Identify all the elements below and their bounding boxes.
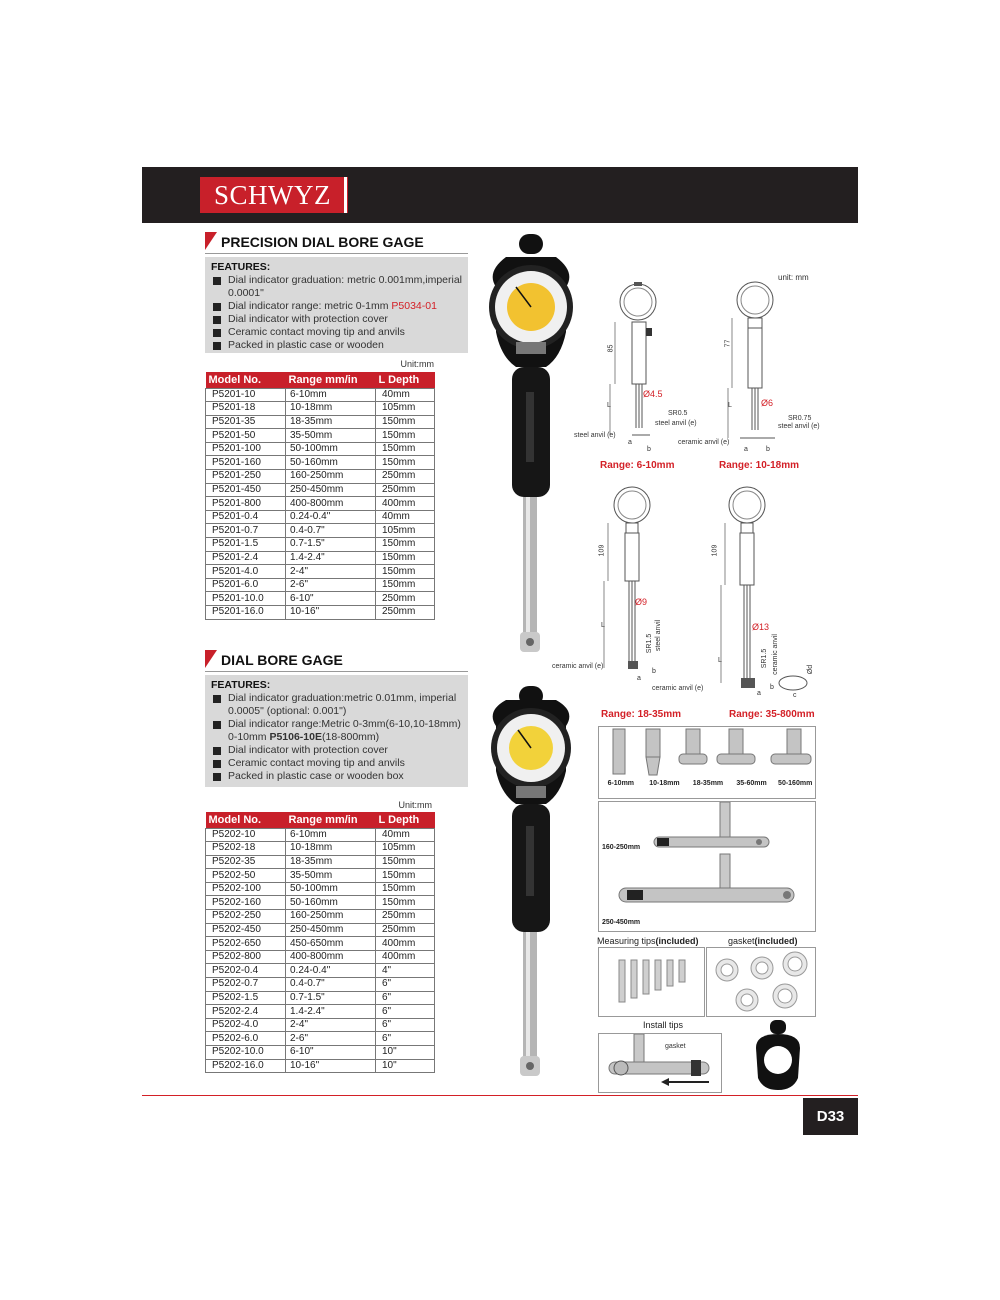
table-row <box>206 910 435 924</box>
table-row <box>206 538 435 552</box>
head-caption: 35-60mm <box>736 780 767 787</box>
table-row <box>206 524 435 538</box>
table-cell: 6" <box>376 991 435 1005</box>
table-cell: 150mm <box>376 855 435 869</box>
label-ceramic-anvil: ceramic anvil (e) <box>678 439 730 446</box>
install-tips-label: Install tips <box>643 1020 684 1030</box>
table-cell: 6-10mm <box>286 828 376 842</box>
table-cell: 150mm <box>376 442 435 456</box>
unit-label: Unit:mm <box>398 800 432 810</box>
table-cell: P5202-50 <box>206 869 286 883</box>
table-cell: 2-6" <box>286 578 376 592</box>
table-cell: 150mm <box>376 896 435 910</box>
head-caption: 6-10mm <box>607 780 635 787</box>
feature-item: Dial indicator graduation: metric 0.001mm,imperial 0.0001" <box>211 274 462 300</box>
table-cell: 50-160mm <box>286 896 376 910</box>
table-cell: P5202-10.0 <box>206 1046 286 1060</box>
table-cell: P5202-2.4 <box>206 1005 286 1019</box>
unit-label: Unit:mm <box>400 359 434 369</box>
column-header: L Depth <box>376 812 435 828</box>
label-steel-anvil-2: steel anvil (e) <box>574 432 616 439</box>
table-cell: 10-16" <box>286 606 376 620</box>
table-cell: 150mm <box>376 882 435 896</box>
long-heads-panel <box>598 801 816 932</box>
table-cell: P5202-100 <box>206 882 286 896</box>
table-cell: 250mm <box>376 910 435 924</box>
table-cell: 40mm <box>376 828 435 842</box>
table-row <box>206 442 435 456</box>
dim-height: 109 <box>598 544 606 557</box>
table-cell: 160-250mm <box>286 910 376 924</box>
gasket-label: gasket(included) <box>728 936 798 946</box>
table-row <box>206 855 435 869</box>
table-cell: 250-450mm <box>286 483 376 497</box>
table-cell: 35-50mm <box>286 869 376 883</box>
table-cell: 18-35mm <box>286 415 376 429</box>
table-row <box>206 510 435 524</box>
feature-item: Dial indicator range: metric 0-1mm P5034-01 <box>211 300 462 313</box>
dim-sr: SR1.5 <box>646 633 654 654</box>
table-cell: 450-650mm <box>286 937 376 951</box>
table-cell: 400mm <box>376 937 435 951</box>
features-heading: FEATURES: <box>211 261 271 273</box>
table-cell: P5202-450 <box>206 923 286 937</box>
table-cell: 40mm <box>376 510 435 524</box>
table-cell: 0.7-1.5" <box>286 538 376 552</box>
table-row <box>206 551 435 565</box>
table-cell: P5201-160 <box>206 456 286 470</box>
dim-diameter: Ø4.5 <box>643 389 663 399</box>
table-cell: P5201-18 <box>206 402 286 416</box>
table-cell: 10-16" <box>286 1059 376 1073</box>
table-cell: 50-100mm <box>286 442 376 456</box>
label-ceramic-anvil: ceramic anvil (e) <box>652 685 704 692</box>
dim-c: c <box>793 692 797 699</box>
table-cell: P5201-250 <box>206 470 286 484</box>
bore-gage-photo-2 <box>476 686 586 1086</box>
table-cell: 35-50mm <box>286 429 376 443</box>
feature-item: Packed in plastic case or wooden box <box>211 770 462 783</box>
dim-diameter: Ø9 <box>635 597 648 607</box>
feature-item: Dial indicator with protection cover <box>211 744 462 757</box>
table-row <box>206 497 435 511</box>
table-row <box>206 896 435 910</box>
table-row <box>206 606 435 620</box>
table-cell: 150mm <box>376 429 435 443</box>
table-cell: P5201-450 <box>206 483 286 497</box>
diagram-18-35mm <box>590 483 690 693</box>
tips-label: Measuring tips(included) <box>597 936 699 946</box>
dim-b: b <box>652 668 656 675</box>
dim-a: a <box>744 446 748 453</box>
table-cell: 150mm <box>376 578 435 592</box>
table-cell: P5202-0.7 <box>206 978 286 992</box>
table-cell: P5201-16.0 <box>206 606 286 620</box>
feature-item: Ceramic contact moving tip and anvils <box>211 757 462 770</box>
spec-table-1 <box>205 372 435 620</box>
table-cell: 2-4" <box>286 1018 376 1032</box>
table-row <box>206 565 435 579</box>
table-cell: 400mm <box>376 497 435 511</box>
section2-title: DIAL BORE GAGE <box>205 650 468 672</box>
table-cell: 6" <box>376 1005 435 1019</box>
range-label: Range: 18-35mm <box>601 709 682 720</box>
table-cell: 105mm <box>376 524 435 538</box>
range-label: Range: 35-800mm <box>729 709 815 720</box>
label-steel-anvil: steel anvil (e) <box>778 423 820 430</box>
table-row <box>206 1018 435 1032</box>
table-cell: P5202-10 <box>206 828 286 842</box>
table-row <box>206 869 435 883</box>
table-cell: P5202-1.5 <box>206 991 286 1005</box>
diagram-unit: unit: mm <box>778 273 809 282</box>
table-row <box>206 470 435 484</box>
table-cell: P5201-10 <box>206 388 286 402</box>
head-caption: 50-160mm <box>778 780 813 787</box>
table-cell: 0.7-1.5" <box>286 991 376 1005</box>
column-header: Model No. <box>206 812 286 828</box>
feature-item: Ceramic contact moving tip and anvils <box>211 326 462 339</box>
range-label: Range: 10-18mm <box>719 460 800 471</box>
dim-diameter: Ø6 <box>761 398 774 408</box>
table-cell: P5201-35 <box>206 415 286 429</box>
section2 <box>205 650 468 787</box>
table-cell: P5201-4.0 <box>206 565 286 579</box>
table-cell: P5201-50 <box>206 429 286 443</box>
table-cell: P5202-16.0 <box>206 1059 286 1073</box>
table-row <box>206 964 435 978</box>
table-cell: 10" <box>376 1046 435 1060</box>
table-cell: 2-4" <box>286 565 376 579</box>
table-cell: 105mm <box>376 842 435 856</box>
table-cell: 105mm <box>376 402 435 416</box>
table-cell: 0.4-0.7" <box>286 524 376 538</box>
table-row <box>206 429 435 443</box>
table-cell: 0.4-0.7" <box>286 978 376 992</box>
feature-item: Dial indicator with protection cover <box>211 313 462 326</box>
dim-height: 77 <box>724 339 732 348</box>
table-header-row <box>206 372 435 388</box>
table-cell: 150mm <box>376 456 435 470</box>
table-cell: P5202-650 <box>206 937 286 951</box>
dim-L: L <box>601 622 605 629</box>
table-cell: 1.4-2.4" <box>286 551 376 565</box>
table-cell: 250-450mm <box>286 923 376 937</box>
table-cell: 250mm <box>376 606 435 620</box>
table-cell: 400mm <box>376 950 435 964</box>
page-number: D33 <box>803 1098 858 1135</box>
table-cell: P5201-0.7 <box>206 524 286 538</box>
table-cell: 250mm <box>376 923 435 937</box>
table-row <box>206 1032 435 1046</box>
table-row <box>206 388 435 402</box>
table-row <box>206 1046 435 1060</box>
table-row <box>206 402 435 416</box>
table-cell: 40mm <box>376 388 435 402</box>
table-cell: 0.24-0.4" <box>286 510 376 524</box>
diagram-10-18mm <box>700 280 830 460</box>
column-header: Model No. <box>206 372 286 388</box>
install-gasket-label: gasket <box>665 1043 686 1050</box>
label-ceramic-anvil-v: ceramic anvil <box>771 634 779 675</box>
column-header: Range mm/in <box>286 812 376 828</box>
table-cell: 6" <box>376 1018 435 1032</box>
feature-item: Dial indicator range:Metric 0-3mm(6-10,10-18mm) 0-10mm P5106-10E(18-800mm) <box>211 718 462 744</box>
table-row <box>206 456 435 470</box>
table-cell: 250mm <box>376 470 435 484</box>
dim-sr: SR1.5 <box>761 648 769 669</box>
table-cell: P5201-800 <box>206 497 286 511</box>
table-row <box>206 1059 435 1073</box>
caption-250-450mm: 250-450mm <box>602 919 641 926</box>
dim-sr: SR0.5 <box>668 410 688 417</box>
table-cell: 400-800mm <box>286 497 376 511</box>
dim-b: b <box>770 684 774 691</box>
features-heading: FEATURES: <box>211 679 271 691</box>
section1-title: PRECISION DIAL BORE GAGE <box>205 232 468 254</box>
table-cell: 50-160mm <box>286 456 376 470</box>
table-cell: P5202-800 <box>206 950 286 964</box>
dim-height: 85 <box>607 344 615 353</box>
table-cell: 150mm <box>376 869 435 883</box>
range-label: Range: 6-10mm <box>600 460 675 471</box>
dim-b: b <box>766 446 770 453</box>
dim-sr: SR0.75 <box>788 415 812 422</box>
table-cell: 10-18mm <box>286 842 376 856</box>
table-cell: 150mm <box>376 538 435 552</box>
table-cell: 6-10mm <box>286 388 376 402</box>
label-steel-anvil: steel anvil <box>655 619 663 652</box>
measuring-tips-photo <box>598 947 705 1017</box>
label-ceramic-anvil: ceramic anvil (e) <box>552 663 604 670</box>
gasket-photo <box>706 947 816 1017</box>
heads-gallery <box>598 726 816 799</box>
section1-features <box>205 257 468 353</box>
dim-L: L <box>728 402 732 409</box>
table-row <box>206 950 435 964</box>
protection-cover-photo <box>748 1018 808 1093</box>
head-caption: 18-35mm <box>692 780 724 787</box>
brand-logo: SCHWYZ <box>200 177 348 213</box>
table-cell: P5202-0.4 <box>206 964 286 978</box>
table-cell: P5202-4.0 <box>206 1018 286 1032</box>
table-row <box>206 592 435 606</box>
table-cell: P5202-35 <box>206 855 286 869</box>
table-cell: 160-250mm <box>286 470 376 484</box>
table-cell: 400-800mm <box>286 950 376 964</box>
table-cell: P5202-6.0 <box>206 1032 286 1046</box>
table-cell: 0.24-0.4" <box>286 964 376 978</box>
table-header-row <box>206 812 435 828</box>
dim-phi-d: Ød <box>807 664 815 675</box>
table-row <box>206 978 435 992</box>
dim-diameter: Ø13 <box>752 622 770 632</box>
dim-a: a <box>757 690 761 697</box>
table-row <box>206 991 435 1005</box>
table-row <box>206 937 435 951</box>
table-cell: P5201-10.0 <box>206 592 286 606</box>
dim-a: a <box>628 439 632 446</box>
table-cell: P5202-18 <box>206 842 286 856</box>
table-cell: P5201-0.4 <box>206 510 286 524</box>
install-tips-photo <box>598 1033 722 1093</box>
table-cell: 2-6" <box>286 1032 376 1046</box>
footer-line <box>142 1095 858 1096</box>
table-cell: 6" <box>376 978 435 992</box>
table-row <box>206 828 435 842</box>
table-cell: 10-18mm <box>286 402 376 416</box>
table-cell: 150mm <box>376 415 435 429</box>
dim-a: a <box>637 675 641 682</box>
table-cell: 10" <box>376 1059 435 1073</box>
table-cell: 1.4-2.4" <box>286 1005 376 1019</box>
table-cell: P5201-100 <box>206 442 286 456</box>
table-cell: 4" <box>376 964 435 978</box>
dim-b: b <box>647 446 651 453</box>
table-cell: 150mm <box>376 551 435 565</box>
column-header: Range mm/in <box>286 372 376 388</box>
table-row <box>206 923 435 937</box>
table-cell: P5201-2.4 <box>206 551 286 565</box>
table-row <box>206 483 435 497</box>
table-cell: P5201-6.0 <box>206 578 286 592</box>
table-cell: P5202-250 <box>206 910 286 924</box>
dim-height: 109 <box>711 544 719 557</box>
spec-table-2 <box>205 812 435 1073</box>
table-cell: P5202-160 <box>206 896 286 910</box>
table-row <box>206 1005 435 1019</box>
section2-features <box>205 675 468 787</box>
caption-160-250mm: 160-250mm <box>602 844 641 851</box>
table-cell: 250mm <box>376 483 435 497</box>
table-cell: P5201-1.5 <box>206 538 286 552</box>
column-header: L Depth <box>376 372 435 388</box>
table-cell: 18-35mm <box>286 855 376 869</box>
table-row <box>206 578 435 592</box>
brand-divider <box>344 177 347 213</box>
table-cell: 250mm <box>376 592 435 606</box>
table-row <box>206 882 435 896</box>
table-row <box>206 842 435 856</box>
table-cell: 50-100mm <box>286 882 376 896</box>
dim-L: L <box>718 657 722 664</box>
feature-item: Packed in plastic case or wooden <box>211 339 462 352</box>
head-caption: 10-18mm <box>649 780 680 787</box>
label-steel-anvil: steel anvil (e) <box>655 420 697 427</box>
dim-L: L <box>607 402 611 409</box>
table-cell: 6-10" <box>286 1046 376 1060</box>
table-cell: 150mm <box>376 565 435 579</box>
section1 <box>205 232 468 353</box>
table-cell: 6-10" <box>286 592 376 606</box>
table-cell: 6" <box>376 1032 435 1046</box>
table-row <box>206 415 435 429</box>
feature-item: Dial indicator graduation:metric 0.01mm, imperial 0.0005" (optional: 0.001") <box>211 692 462 718</box>
